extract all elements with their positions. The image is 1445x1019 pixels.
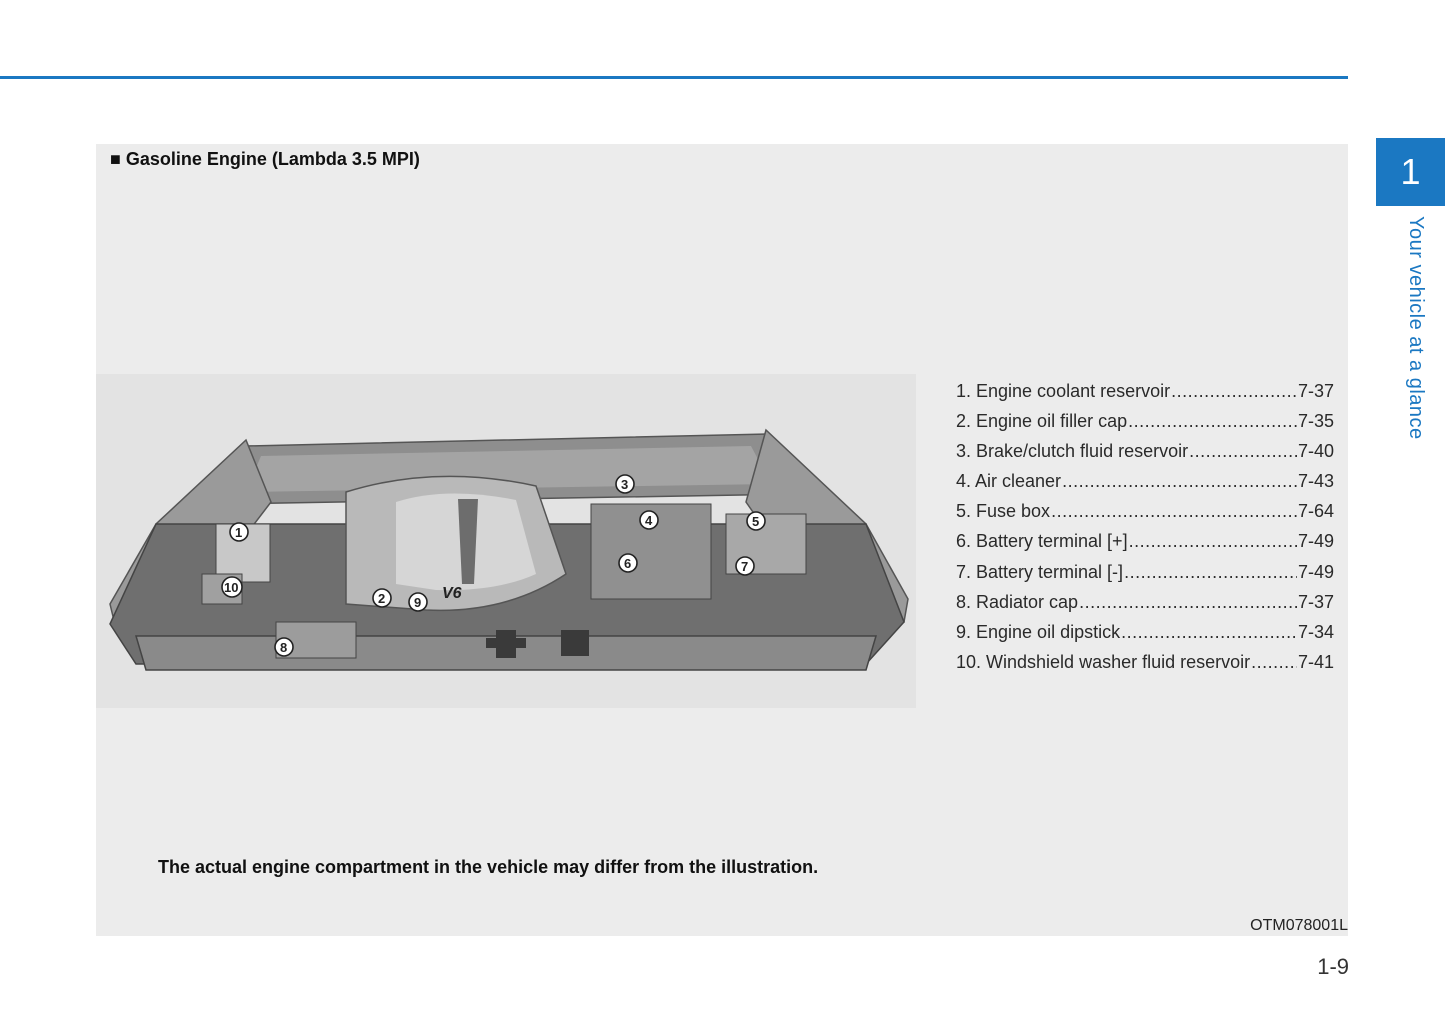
dot-leader <box>1062 471 1297 492</box>
legend-row <box>956 622 1334 652</box>
chapter-title: Your vehicle at a glance <box>1405 216 1427 440</box>
legend-page-ref: 7-37 <box>1297 591 1334 612</box>
dot-leader <box>1189 441 1297 462</box>
legend-item: 8. Radiator cap <box>956 591 1079 612</box>
callout-1 <box>230 523 248 541</box>
callout-6 <box>619 554 637 572</box>
callout-7 <box>736 557 754 575</box>
svg-text:1: 1 <box>235 525 243 540</box>
image-code: OTM078001L <box>1250 917 1348 934</box>
dot-leader <box>1051 501 1297 522</box>
legend-page-ref: 7-64 <box>1297 501 1334 522</box>
svg-text:8: 8 <box>280 640 288 655</box>
latch-block <box>561 630 589 656</box>
svg-text:3: 3 <box>621 477 629 492</box>
svg-text:10: 10 <box>224 580 239 595</box>
legend-item: 10. Windshield washer fluid reservoir <box>956 651 1251 672</box>
legend-row <box>956 501 1334 531</box>
svg-text:5: 5 <box>752 514 760 529</box>
callout-4 <box>640 511 658 529</box>
legend-item: 2. Engine oil filler cap <box>956 411 1128 432</box>
legend-item: 3. Brake/clutch fluid reservoir <box>956 441 1189 462</box>
svg-text:9: 9 <box>414 595 422 610</box>
callout-3 <box>616 475 634 493</box>
legend-row <box>956 531 1334 561</box>
component-legend <box>956 381 1334 682</box>
engine-drawing <box>96 374 916 708</box>
dot-leader <box>1251 652 1297 673</box>
dot-leader <box>1128 411 1297 432</box>
v6-badge: V6 <box>442 585 462 602</box>
svg-text:7: 7 <box>741 559 749 574</box>
legend-item: 4. Air cleaner <box>956 471 1062 492</box>
legend-row <box>956 471 1334 501</box>
legend-page-ref: 7-34 <box>1297 621 1334 642</box>
legend-item: 9. Engine oil dipstick <box>956 621 1121 642</box>
svg-text:2: 2 <box>378 591 386 606</box>
legend-row <box>956 562 1334 592</box>
legend-page-ref: 7-37 <box>1297 381 1334 401</box>
legend-row <box>956 381 1334 411</box>
chapter-tab: 1 <box>1376 138 1445 206</box>
legend-page-ref: 7-49 <box>1297 531 1334 552</box>
dot-leader <box>1079 592 1297 613</box>
dot-leader <box>1121 622 1297 643</box>
legend-page-ref: 7-49 <box>1297 561 1334 582</box>
callout-10 <box>222 577 242 597</box>
legend-row <box>956 652 1334 682</box>
page-number: 1-9 <box>1317 954 1349 979</box>
legend-item: 1. Engine coolant reservoir <box>956 381 1171 401</box>
illustration-disclaimer: The actual engine compartment in the vehicle may differ from the illustration. <box>158 857 819 877</box>
svg-text:4: 4 <box>645 513 653 528</box>
dot-leader <box>1124 562 1297 583</box>
engine-compartment-illustration <box>96 374 916 708</box>
callout-2 <box>373 589 391 607</box>
legend-row <box>956 592 1334 622</box>
legend-row <box>956 441 1334 471</box>
legend-item: 6. Battery terminal [+] <box>956 531 1128 552</box>
callout-8 <box>275 638 293 656</box>
section-title: ■ Gasoline Engine (Lambda 3.5 MPI) <box>110 149 420 169</box>
legend-page-ref: 7-35 <box>1297 411 1334 432</box>
callout-9 <box>409 593 427 611</box>
svg-text:6: 6 <box>624 556 632 571</box>
legend-item: 7. Battery terminal [-] <box>956 561 1124 582</box>
legend-page-ref: 7-43 <box>1297 471 1334 492</box>
legend-item: 5. Fuse box <box>956 501 1051 522</box>
dot-leader <box>1171 381 1297 402</box>
dot-leader <box>1129 531 1297 552</box>
legend-row <box>956 411 1334 441</box>
top-rule <box>0 76 1348 79</box>
callout-5 <box>747 512 765 530</box>
legend-page-ref: 7-41 <box>1297 651 1334 672</box>
legend-page-ref: 7-40 <box>1297 441 1334 462</box>
